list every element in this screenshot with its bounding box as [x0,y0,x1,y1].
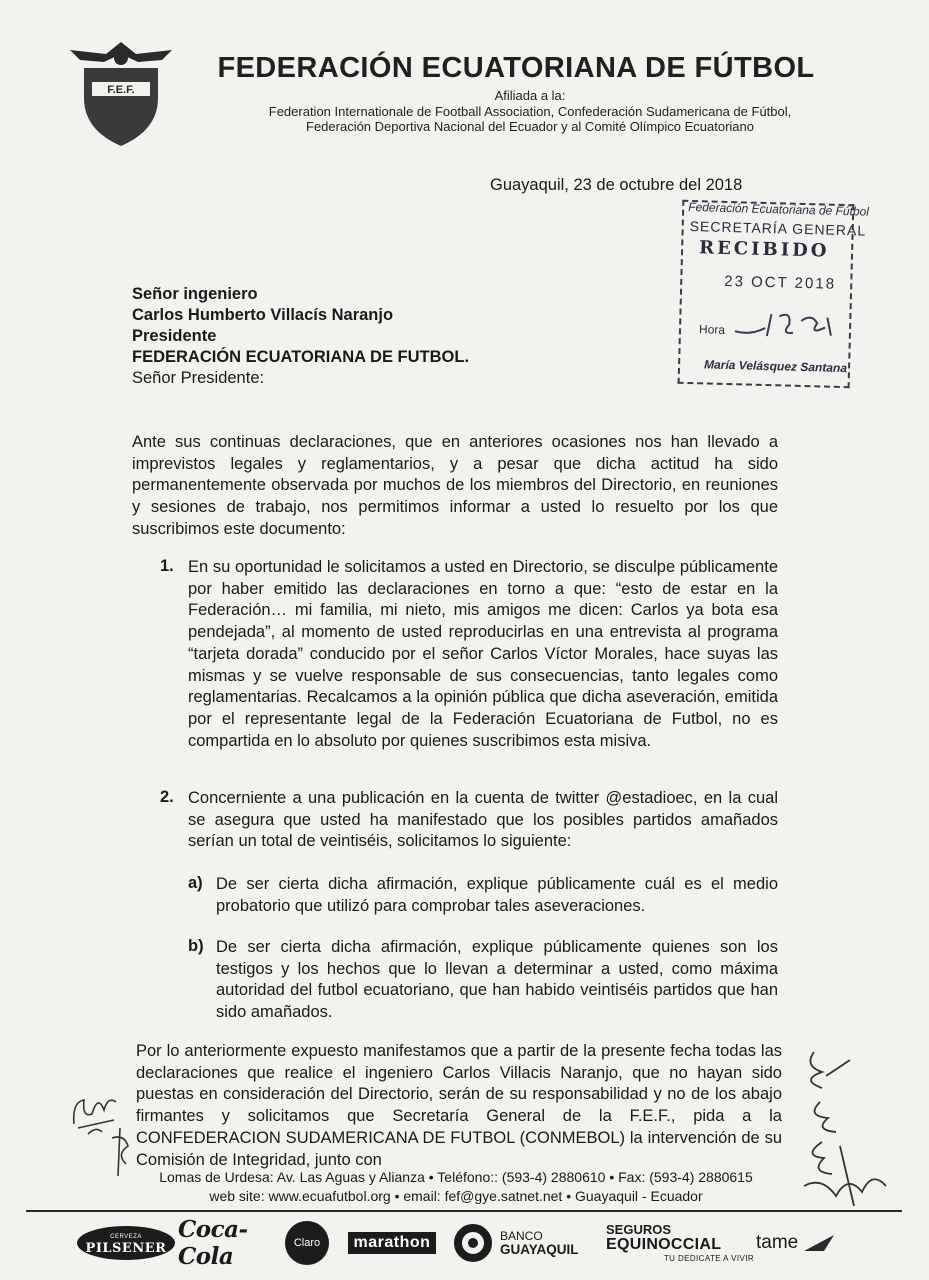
date-line: Guayaquil, 23 de octubre del 2018 [490,176,743,194]
subitem-letter: b) [188,937,204,955]
stamp-department: SECRETARÍA GENERAL [689,217,867,239]
pilsener-small-text: CERVEZA [110,1234,142,1240]
item-number: 1. [160,557,174,575]
stamp-hour-label: Hora [698,322,726,337]
tame-wing-icon [802,1231,836,1255]
banco-line2: GUAYAQUIL [500,1242,579,1257]
item-text: En su oportunidad le solicitamos a usted en Directorio, se disculpe públicamente por haber emitido las declaraciones en torno a que: “esto de estar en la Federación… mi familia, mi nieto, mis amigos me dicen: Carlos ya bota esa pendejada”, al momento de usted reproducirlas en una entrevista al programa “tarjeta dorada” conducido por el señor Carlos Víctor Morales, hace suyas las mismas y se vuelve responsable de sus consecuencias, tanto legales como reglamentarias. Recalcamos a la opinión pública que dicha aseveración, emitida por el representante legal de la Federación Ecuatoriana de Futbol, no es compartida en lo absoluto por quienes suscribimos esta misiva. [188,558,778,750]
affiliation-line: Federation Internationale de Football Association, Confederación Sudamericana de Fútbol, [268,103,792,119]
seguros-line1: SEGUROS [606,1222,672,1237]
addressee-block [132,284,469,389]
addressee-name: Carlos Humberto Villacís Naranjo [132,306,394,324]
footer-contact [116,1168,796,1206]
stamp-signer-name: María Velásquez Santana [703,357,848,376]
footer-divider [26,1210,902,1212]
stamp-received: RECIBIDO [698,237,830,262]
subitem-text: De ser cierta dicha afirmación, explique públicamente quienes son los testigos y los hechos que lo llevan a determinar a usted, como máxima autoridad del futbol ecuatoriano, que han habido veintiséis partidos que han sido amañados. [216,938,778,1022]
subitem-letter: a) [188,874,203,892]
sponsor-tame-logo [756,1218,840,1268]
marathon-text: marathon [348,1232,437,1254]
greeting: Señor Presidente: [132,369,265,387]
affiliation-line: Afiliada a la: [494,88,566,103]
seguros-tagline: TU DEDICATE A VIVIR [663,1254,754,1263]
claro-text: Claro [285,1221,329,1265]
closing-paragraph: Por lo anteriormente expuesto manifestamos que a partir de la presente fecha todas las declaraciones que realice el ingeniero Carlos Villacis Naranjo, que no hayan sido puestas en consideración del Directorio, serán de su responsabilidad y no de los abajo firmantes y solicitamos que Secretaría General de la F.E.F., pida a la CONFEDERACION SUDAMERICANA DE FUTBOL (CONMEBOL) la intervención de su Comisión de Integridad, junto con [136,1042,782,1169]
pilsener-text: PILSENER [85,1241,167,1256]
margin-signatures-right [792,1046,892,1212]
addressee-organization: FEDERACIÓN ECUATORIANA DE FUTBOL. [132,348,470,366]
affiliation-block [220,88,840,135]
item-text: Concerniente a una publicación en la cuenta de twitter @estadioec, en la cual se asegura que usted ha manifestado que los posibles partidos amañados serían un total de veintiséis, solicitamos lo siguiente: [188,789,778,851]
intro-paragraph: Ante sus continuas declaraciones, que en anteriores ocasiones nos han llevado a imprevistos legales y reglamentarios, y a pesar que dicha actitud ha sido permanentemente observada por muchos de los miembros del Directorio, en reuniones y sesiones de trabajo, nos permitimos informar a usted lo resuelto por los que suscribimos este documento: [132,433,778,538]
footer-web: web site: www.ecuafutbol.org • email: fef@gye.satnet.net • Guayaquil - Ecuador [209,1188,703,1204]
seguros-line2: EQUINOCCIAL [606,1236,722,1253]
affiliation-line: Federación Deportiva Nacional del Ecuador y al Comité Olímpico Ecuatoriano [306,119,754,134]
stamp-hour-handwriting [731,305,842,344]
addressee-role: Presidente [132,327,217,345]
addressee-title: Señor ingeniero [132,285,258,303]
subitem-text: De ser cierta dicha afirmación, explique públicamente cuál es el medio probatorio que utilizó para comprobar tales aseveraciones. [216,875,778,915]
footer-address: Lomas de Urdesa: Av. Las Aguas y Alianza • Teléfono:: (593-4) 2880610 • Fax: (593-4) 2880615 [159,1169,753,1185]
sponsor-pilsener-logo [76,1218,176,1268]
banco-line1: BANCO [500,1229,543,1243]
received-stamp [673,194,870,393]
sponsor-cocacola-logo: Coca-Cola [178,1216,248,1270]
stamp-organization: Federación Ecuatoriana de Fútbol [688,199,870,219]
fef-shield-logo [66,38,176,148]
sponsor-banco-guayaquil-logo [454,1218,604,1268]
sponsor-claro-logo [282,1218,332,1268]
banco-ring-icon [454,1224,492,1262]
logo-text: F.E.F. [107,84,135,96]
federation-title: FEDERACIÓN ECUATORIANA DE FÚTBOL [217,52,815,84]
item-number: 2. [160,788,174,806]
tame-text: tame [756,1232,799,1253]
sponsor-marathon-logo [344,1218,440,1268]
sponsor-seguros-equinoccial-logo [606,1218,754,1268]
stamp-date: 23 OCT 2018 [724,272,837,293]
